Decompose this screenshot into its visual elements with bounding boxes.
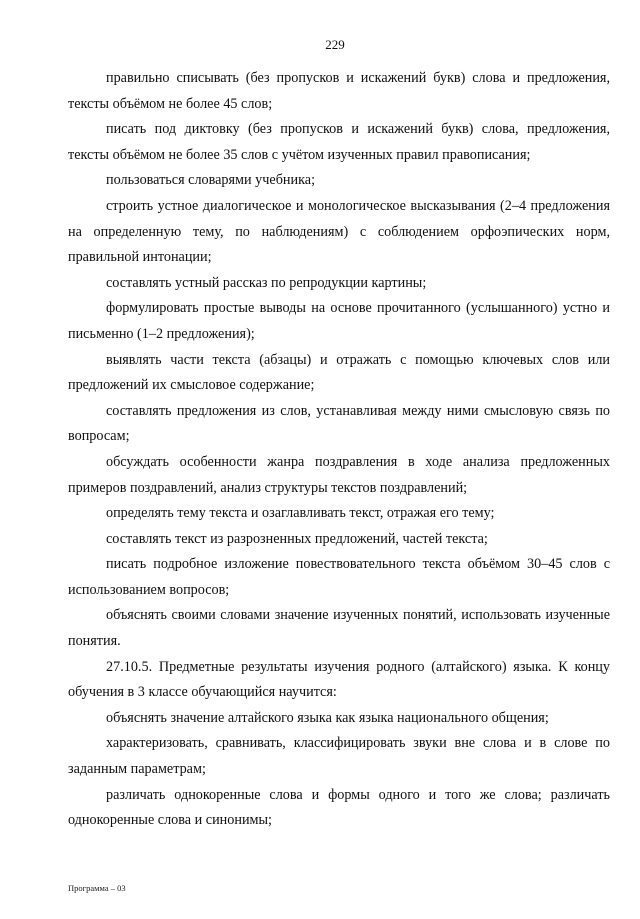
paragraph: формулировать простые выводы на основе прочитанного (услышанного) устно и письменно (1–2 предложения);: [68, 300, 610, 342]
paragraph: пользоваться словарями учебника;: [106, 172, 316, 189]
paragraph: определять тему текста и озаглавливать текст, отражая его тему;: [106, 505, 495, 522]
page-footer: Программа – 03: [68, 883, 126, 893]
paragraph: различать однокоренные слова и формы одного и того же слова; различать однокоренные слова и синонимы;: [68, 786, 610, 829]
paragraph: составлять текст из разрозненных предложений, частей текста;: [106, 530, 488, 547]
page-number: 229: [325, 37, 345, 52]
paragraph: писать подробное изложение повествовательного текста объёмом 30–45 слов с использованием вопросов;: [68, 556, 610, 598]
section-heading-paragraph: 27.10.5. Предметные результаты изучения родного (алтайского) языка. К концу обучения в 3 классе обучающийся научится:: [68, 658, 610, 701]
paragraph: выявлять части текста (абзацы) и отражать с помощью ключевых слов или предложений их смысловое содержание;: [68, 351, 610, 394]
paragraph: составлять предложения из слов, устанавливая между ними смысловую связь по вопросам;: [68, 402, 610, 445]
paragraph: строить устное диалогическое и монологическое высказывания (2–4 предложения на определенную тему, по наблюдениям) с соблюдением орфоэпических норм, правильной интонации;: [68, 197, 610, 266]
paragraph: составлять устный рассказ по репродукции картины;: [106, 274, 427, 291]
paragraph: характеризовать, сравнивать, классифицировать звуки вне слова и в слове по заданным параметрам;: [68, 735, 610, 778]
paragraph: обсуждать особенности жанра поздравления в ходе анализа предложенных примеров поздравлений, анализ структуры текстов поздравлений;: [68, 453, 610, 496]
paragraph: объяснять своими словами значение изученных понятий, использовать изученные понятия.: [68, 607, 610, 650]
paragraph: писать под диктовку (без пропусков и искажений букв) слова, предложения, тексты объёмом не более 35 слов с учётом изученных правил правописания;: [68, 121, 610, 163]
paragraph: правильно списывать (без пропусков и искажений букв) слова и предложения, тексты объёмом не более 45 слов;: [68, 70, 610, 112]
paragraph: объяснять значение алтайского языка как языка национального общения;: [106, 709, 549, 726]
document-body: [68, 66, 610, 834]
